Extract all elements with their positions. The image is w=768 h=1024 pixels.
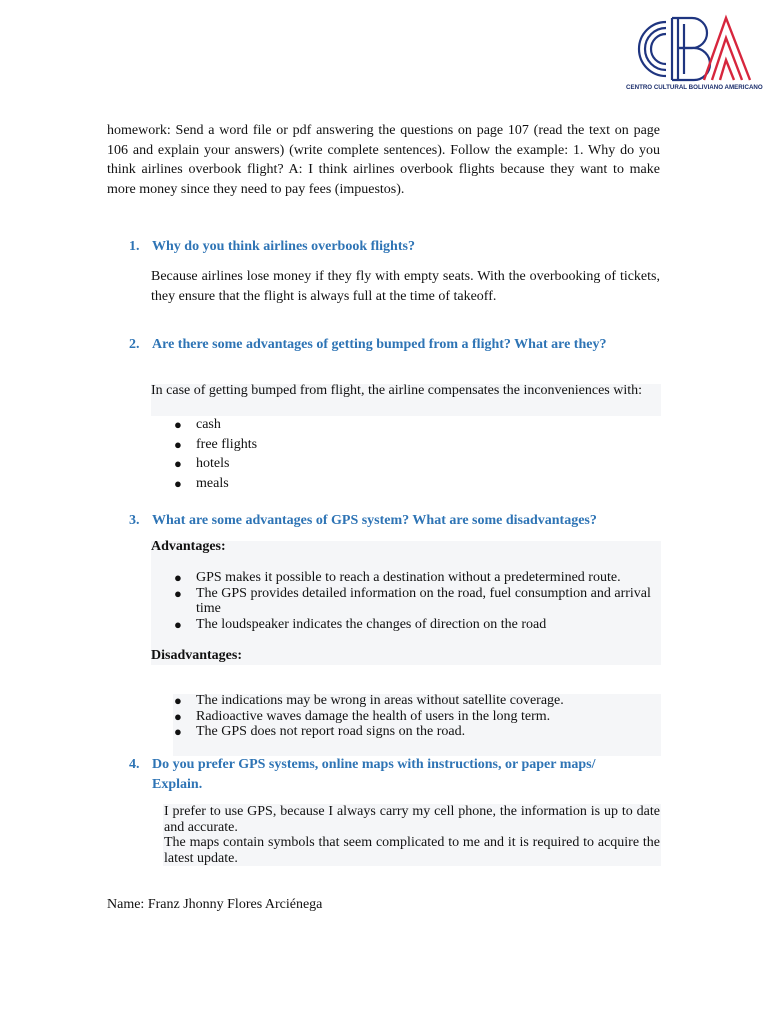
advantages-list [151,570,661,632]
student-name: Name: Franz Jhonny Flores Arciénega [107,897,323,912]
question-text: Are there some advantages of getting bumped from a flight? What are they? [152,337,607,352]
list-item: ● The GPS provides detailed information on the road, fuel consumption and arrival time [174,585,651,616]
answer-4 [164,804,660,866]
bullet-icon: ● [174,417,182,432]
question-text: What are some advantages of GPS system? What are some disadvantages? [152,513,597,528]
list-item: ● cash [151,415,257,435]
bullet-icon: ● [174,693,182,708]
list-item: ● The GPS does not report road signs on the road. [174,724,466,739]
list-item: ● hotels [151,454,257,474]
list-item: ● The indications may be wrong in areas without satellite coverage. [174,693,564,708]
question-number: 3. [129,513,140,528]
answer-1: Because airlines lose money if they fly with empty seats. With the overbooking of tickets, they ensure that the flight is always full at the time of takeoff. [151,269,660,304]
question-3 [129,511,661,531]
list-item: ● The loudspeaker indicates the changes of direction on the road [174,616,547,632]
bullet-icon: ● [174,436,182,452]
disadvantages-list [151,693,661,740]
question-4 [129,755,639,795]
question-number: 1. [129,239,140,254]
advantages-label: Advantages: [151,539,226,554]
question-text: Do you prefer GPS systems, online maps with instructions, or paper maps/ Explain. [152,757,596,792]
homework-instructions: homework: Send a word file or pdf answering the questions on page 107 (read the text on page 106 and explain your answers) (write complete sentences). Follow the example: 1. Why do you think airlines overbook flight? A: I think airlines overbook flights because they want to make more money since they need to pay fees (impuestos). [107,123,660,197]
question-number: 4. [129,757,140,772]
bullet-icon: ● [174,708,182,724]
bullet-icon: ● [174,724,182,739]
list-item: ● GPS makes it possible to reach a destination without a predetermined route. [174,570,621,585]
bullet-icon: ● [174,456,182,471]
question-number: 2. [129,337,140,352]
question-2 [129,335,661,355]
answer-line: I prefer to use GPS, because I always carry my cell phone, the information is up to date and accurate. [164,804,660,835]
list-item: ● free flights [151,435,257,455]
question-text: Why do you think airlines overbook flights? [152,239,415,254]
list-item: ● meals [151,474,257,494]
bullet-icon: ● [174,475,182,491]
list-item: ● Radioactive waves damage the health of users in the long term. [174,708,551,724]
answer-2: In case of getting bumped from flight, the airline compensates the inconveniences with: [151,383,643,398]
answer-line: The maps contain symbols that seem complicated to me and it is required to acquire the latest update. [164,835,660,866]
bullet-icon: ● [174,570,182,585]
disadvantages-label: Disadvantages: [151,648,243,663]
question-1 [129,237,661,257]
compensation-list [151,415,257,493]
logo-caption: CENTRO CULTURAL BOLIVIANO AMERICANO [626,84,763,91]
bullet-icon: ● [174,585,182,601]
bullet-icon: ● [174,616,182,632]
